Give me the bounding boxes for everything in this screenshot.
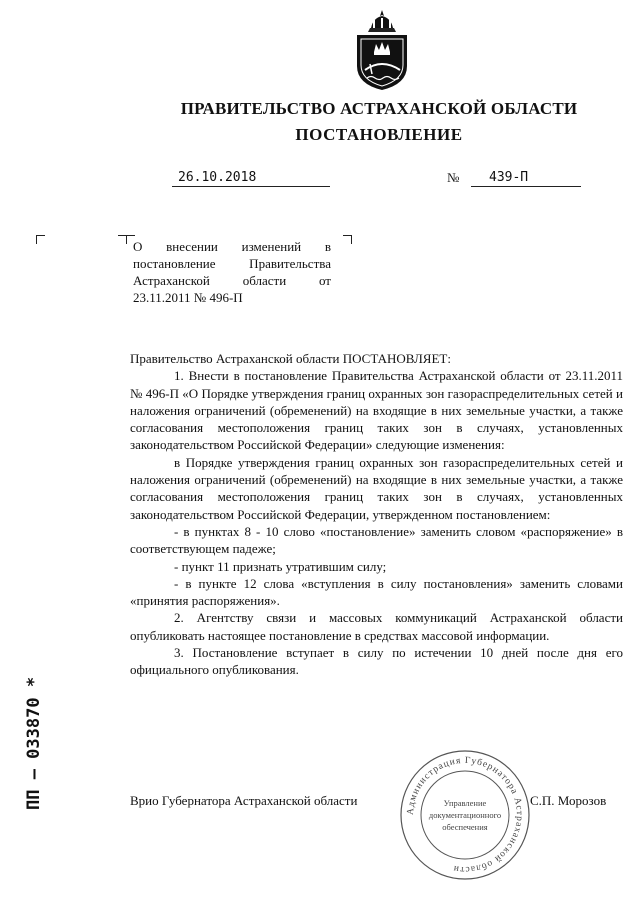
corner-mark-right: [343, 235, 352, 244]
paragraph-3: 3. Постановление вступает в силу по истечении 10 дней после дня его официального опубликования.: [130, 645, 623, 678]
paragraph-2: 2. Агентству связи и массовых коммуникаций Астраханской области опубликовать настоящее постановление в средствах массовой информации.: [130, 610, 623, 643]
organization-title: ПРАВИТЕЛЬСТВО АСТРАХАНСКОЙ ОБЛАСТИ: [180, 99, 578, 118]
document-subject: О внесении изменений в постановление Правительства Астраханской области от 23.11.2011 № 496-П: [133, 239, 331, 305]
paragraph-amendments: в Порядке утверждения границ охранных зон газораспределительных сетей и наложения ограничений (обременений) на входящие в них земельные участки, а также согласования местоположения границ таких зон в случаях, установленных законодательством Российской Федерации, утвержденном постановлением:: [130, 454, 623, 522]
number-sign: №: [447, 170, 460, 185]
document-type-title: ПОСТАНОВЛЕНИЕ: [295, 125, 463, 144]
stamp-ring-text: Администрация Губернатора Астраханской области: [405, 755, 525, 875]
bullet-1: - в пунктах 8 - 10 слово «постановление» заменить словом «распоряжение» в соответствующем падеже;: [130, 523, 623, 557]
body-intro: Правительство Астраханской области ПОСТАНОВЛЯЕТ:: [130, 351, 451, 366]
document-number: 439-П: [471, 170, 581, 187]
coat-of-arms-emblem: [351, 8, 413, 92]
stamp-line-1: Управление: [443, 798, 487, 808]
signer-name: С.П. Морозов: [530, 793, 607, 808]
bullet-3: - в пункте 12 слова «вступления в силу постановления» заменить словами «принятия распоряжения».: [130, 575, 623, 609]
signer-position: Врио Губернатора Астраханской области: [130, 793, 358, 808]
stamp-line-3: обеспечения: [442, 822, 488, 832]
stamp-line-2: документационного: [428, 810, 502, 820]
paragraph-1: 1. Внести в постановление Правительства Астраханской области от 23.11.2011 № 496-П «О Порядке утверждения границ охранных зон газораспределительных сетей и наложения ограничений (обременений) на входящие в них земельные участки, а также согласования местоположения границ таких зон в случаях, установленных законодательством Российской Федерации» следующие изменения:: [130, 368, 623, 453]
official-stamp: [398, 748, 532, 882]
bullet-2: - пункт 11 признать утратившим силу;: [174, 558, 387, 574]
document-date: 26.10.2018: [172, 170, 330, 187]
corner-mark-left: [36, 235, 45, 244]
document-body: [130, 350, 623, 679]
serial-number: ПП – 033870 *: [24, 676, 44, 810]
